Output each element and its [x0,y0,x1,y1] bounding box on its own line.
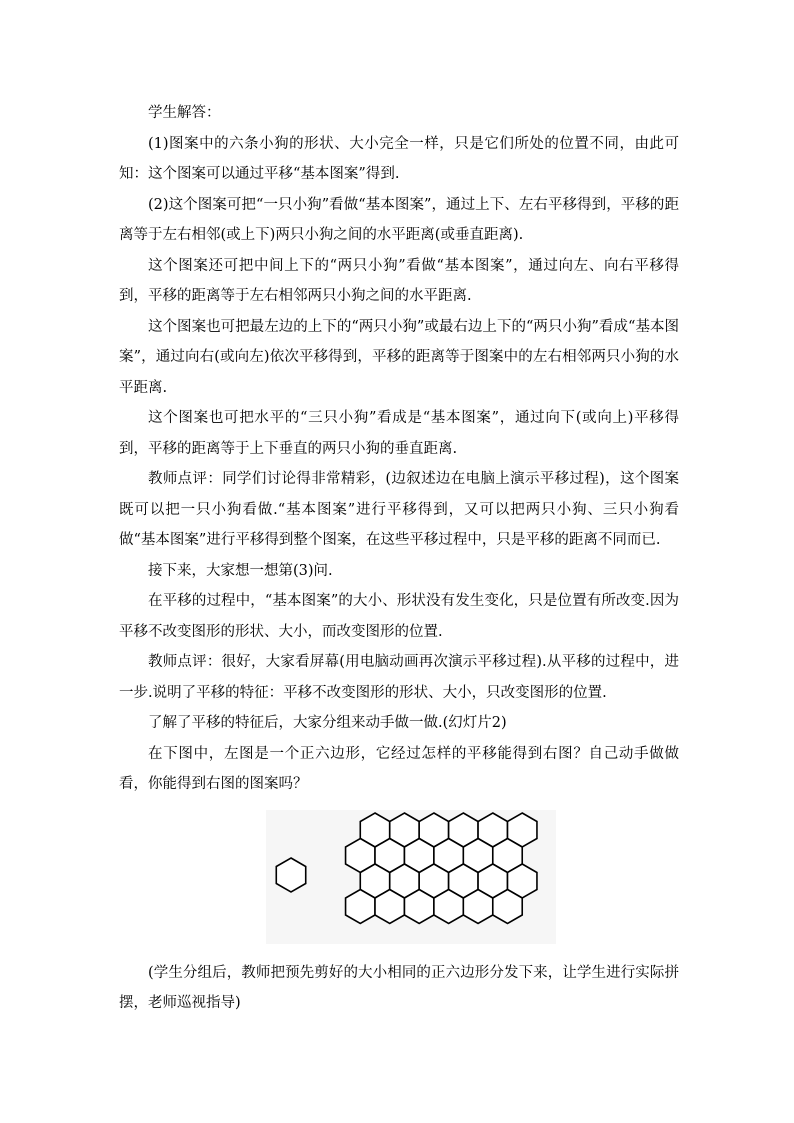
paragraph: 在平移的过程中，“基本图案”的大小、形状没有发生变化，只是位置有所改变.因为平移不改变图形的形状、大小，而改变图形的位置. [119,593,679,640]
paragraph: 了解了平移的特征后，大家分组来动手做一做.(幻灯片2) [148,715,507,731]
paragraph: 学生解答： [148,105,221,121]
paragraph: 这个图案也可把水平的“三只小狗”看成是“基本图案”，通过向下(或向上)平移得到，平移的距离等于上下垂直的两只小狗的垂直距离. [119,410,679,457]
tiling-hexagon [463,889,492,923]
paragraph: 教师点评：很好，大家看屏幕(用电脑动画再次演示平移过程).从平移的过程中，进一步.说明了平移的特征：平移不改变图形的形状、大小，只改变图形的位置. [119,654,679,701]
paragraph: 教师点评：同学们讨论得非常精彩，(边叙述边在电脑上演示平移过程)，这个图案既可以把一只小狗看做.“基本图案”进行平移得到，又可以把两只小狗、三只小狗看做“基本图案”进行平移得到整个图案，在这些平移过程中，只是平移的距离不同而已. [119,471,679,548]
hexagon-tiling-illustration [266,810,556,944]
tiling-hexagon [404,889,433,923]
paragraph: 这个图案还可把中间上下的“两只小狗”看做“基本图案”，通过向左、向右平移得到，平移的距离等于左右相邻两只小狗之间的水平距离. [119,257,679,304]
tiling-hexagon [493,889,522,923]
tiling-hexagon [434,889,463,923]
tiling-hexagon [346,889,375,923]
paragraph: 接下来，大家想一想第(3)问. [148,562,333,579]
document-body [119,98,679,1019]
tiling-hexagon [375,889,404,923]
paragraph: 在下图中，左图是一个正六边形，它经过怎样的平移能得到右图？自己动手做做看，你能得到右图的图案吗？ [119,745,679,792]
paragraph: (1)图案中的六条小狗的形状、大小完全一样，只是它们所处的位置不同，由此可知：这个图案可以通过平移“基本图案”得到. [119,135,679,182]
paragraph: 这个图案也可把最左边的上下的“两只小狗”或最右边上下的“两只小狗”看成“基本图案”，通过向右(或向左)依次平移得到，平移的距离等于图案中的左右相邻两只小狗的水平距离. [119,318,679,396]
hexagon-figure [266,810,556,944]
paragraph: (学生分组后，教师把预先剪好的大小相同的正六边形分发下来，让学生进行实际拼摆，老师巡视指导) [119,964,679,1011]
paragraph: (2)这个图案可把“一只小狗”看做“基本图案”，通过上下、左右平移得到，平移的距离等于左右相邻(或上下)两只小狗之间的水平距离(或垂直距离). [119,196,679,243]
single-hexagon [276,858,305,892]
